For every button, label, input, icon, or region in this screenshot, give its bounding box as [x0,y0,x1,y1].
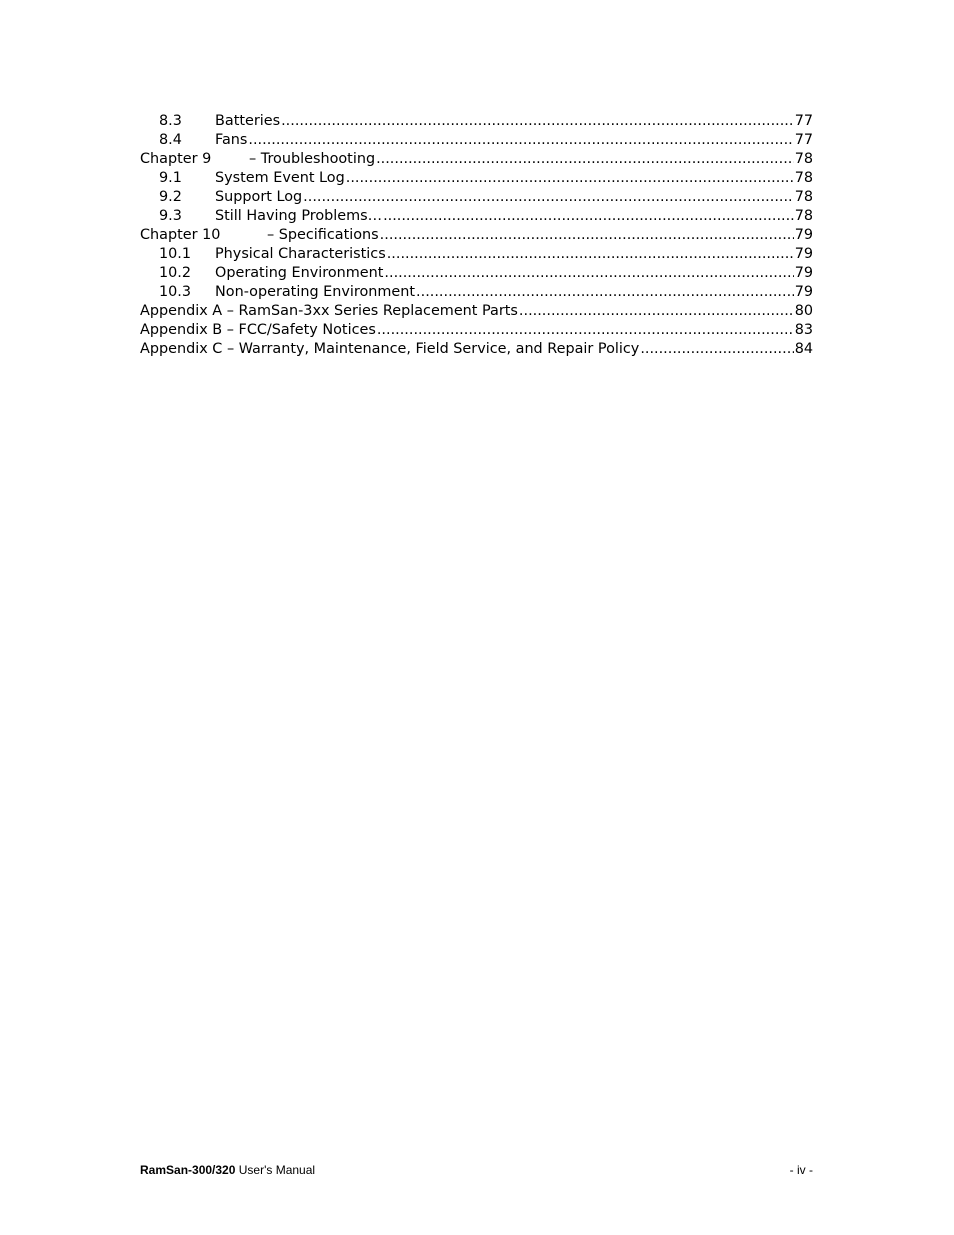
toc-entry-page: 77 [794,132,813,148]
toc-entry-number: 10.1 [159,246,192,262]
toc-entry-title: – RamSan-3xx Series Replacement Parts [226,303,518,319]
toc-entry-number: Appendix B [140,322,223,338]
toc-entry-number: 8.4 [159,132,182,148]
toc-entry-page: 78 [794,208,813,224]
toc-entry-chapter-10[interactable] [140,226,813,245]
toc-entry-title: Physical Characteristics [215,246,386,262]
footer-page-number: - iv - [789,1163,813,1177]
dot-leader [519,302,794,321]
toc-entry-title: – FCC/Safety Notices [226,322,376,338]
footer-product-name: RamSan-300/320 [140,1163,236,1177]
toc-entry-chapter-9[interactable] [140,150,813,169]
dot-leader [248,131,793,150]
toc-entry-number: 8.3 [159,113,182,129]
footer-manual-label: User's Manual [238,1163,316,1177]
dot-leader [376,150,794,169]
toc-entry-page: 80 [794,303,813,319]
toc-entry-page: 79 [794,284,813,300]
toc-entry-number: 10.3 [159,284,192,300]
toc-entry-title: System Event Log [215,170,345,186]
toc-entry-page: 83 [794,322,813,338]
toc-entry-page: 79 [794,227,813,243]
toc-entry-page: 79 [794,265,813,281]
toc-entry-title: Still Having Problems… [215,208,383,224]
table-of-contents [140,112,813,359]
dot-leader [416,283,794,302]
toc-entry-8-3[interactable] [140,112,813,131]
toc-entry-title: Fans [215,132,248,148]
toc-entry-9-3[interactable] [140,207,813,226]
dot-leader [281,112,794,131]
page-footer [140,1162,813,1178]
toc-entry-10-2[interactable] [140,264,813,283]
dot-leader [387,245,794,264]
toc-entry-page: 79 [794,246,813,262]
toc-entry-9-2[interactable] [140,188,813,207]
toc-entry-title: Operating Environment [215,265,384,281]
toc-entry-9-1[interactable] [140,169,813,188]
toc-entry-title: Non-operating Environment [215,284,416,300]
dot-leader [640,340,793,359]
toc-entry-number: 9.3 [159,208,182,224]
toc-entry-number: Chapter 10 [140,227,221,243]
toc-entry-10-3[interactable] [140,283,813,302]
dot-leader [346,169,794,188]
toc-entry-number: 9.1 [159,170,182,186]
toc-entry-number: 10.2 [159,265,192,281]
footer-title [140,1162,315,1178]
toc-entry-10-1[interactable] [140,245,813,264]
toc-entry-title: Batteries [215,113,281,129]
toc-entry-number: 9.2 [159,189,182,205]
toc-entry-page: 84 [794,341,813,357]
toc-entry-appendix-b[interactable] [140,321,813,340]
toc-entry-number: Appendix A [140,303,223,319]
toc-entry-appendix-c[interactable] [140,340,813,359]
toc-entry-appendix-a[interactable] [140,302,813,321]
dot-leader [377,321,794,340]
toc-entry-title: – Troubleshooting [249,151,376,167]
toc-entry-page: 78 [794,170,813,186]
toc-entry-title: Support Log [215,189,303,205]
toc-entry-page: 78 [794,151,813,167]
dot-leader [380,226,794,245]
toc-entry-title: – Warranty, Maintenance, Field Service, and Repair Policy [226,341,640,357]
dot-leader [383,207,794,226]
toc-entry-page: 78 [794,189,813,205]
toc-entry-page: 77 [794,113,813,129]
dot-leader [384,264,793,283]
toc-entry-8-4[interactable] [140,131,813,150]
toc-entry-title: – Specifications [267,227,379,243]
toc-entry-number: Chapter 9 [140,151,212,167]
toc-entry-number: Appendix C [140,341,223,357]
dot-leader [303,188,794,207]
